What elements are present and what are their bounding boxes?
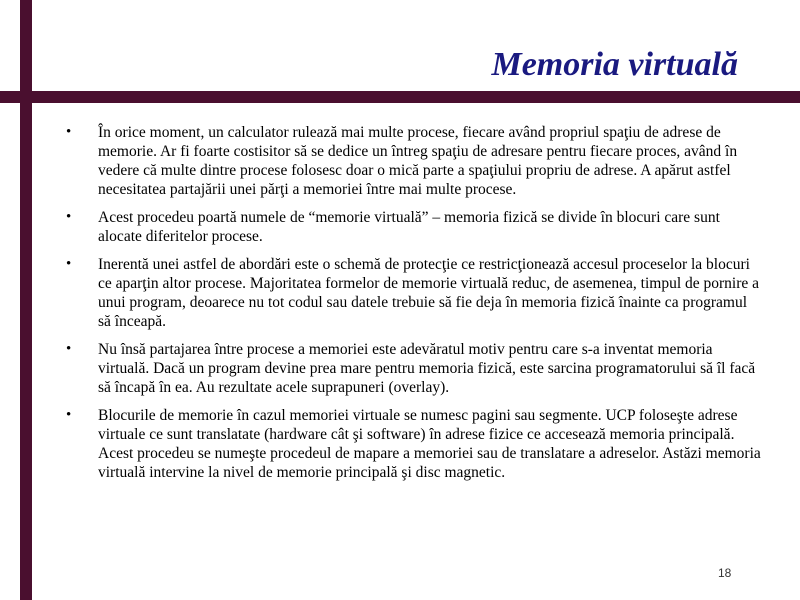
vertical-accent-bar <box>20 0 32 600</box>
bullet-item: • Acest procedeu poartă numele de “memorie virtuală” – memoria fizică se divide în blocuri care sunt alocate diferitelor procese. <box>62 208 762 246</box>
bullet-item: • Blocurile de memorie în cazul memoriei virtuale se numesc pagini sau segmente. UCP foloseşte adrese virtuale ce sunt translatate (hardware cât şi software) în adrese fizice ce accesează memoria principală. Acest procedeu se numeşte procedeul de mapare a memoriei sau de translatare a adreselor. Astăzi memoria virtuală intervine la nivel de memorie principală şi disc magnetic. <box>62 406 762 482</box>
bullet-list <box>62 123 762 491</box>
page-number: 18 <box>718 566 732 580</box>
bullet-item: • Nu însă partajarea între procese a memoriei este adevăratul motiv pentru care s-a inventat memoria virtuală. Dacă un program devine prea mare pentru memoria fizică, este sarcina programatorului să îl facă să încapă în ea. Au rezultate acele suprapuneri (overlay). <box>62 340 762 397</box>
horizontal-accent-bar <box>0 91 800 103</box>
slide-title: Memoria virtuală <box>491 46 738 83</box>
bullet-item: • Inerentă unei astfel de abordări este o schemă de protecţie ce restricţionează accesul proceselor la blocuri ce aparţin altor procese. Majoritatea formelor de memorie virtuală reduc, de asemenea, timpul de pornire a unui program, deoarece nu tot codul sau datele trebuie să fie deja în memoria fizică înainte ca programul să înceapă. <box>62 255 762 331</box>
bullet-item: • În orice moment, un calculator rulează mai multe procese, fiecare având propriul spaţiu de adrese de memorie. Ar fi foarte costisitor să se dedice un întreg spaţiu de adresare pentru fiecare proces, având în vedere că multe dintre procese folosesc doar o mică parte a spaţiului propriu de adrese. A apărut astfel necesitatea partajării unei părţi a memoriei între mai multe procese. <box>62 123 762 199</box>
